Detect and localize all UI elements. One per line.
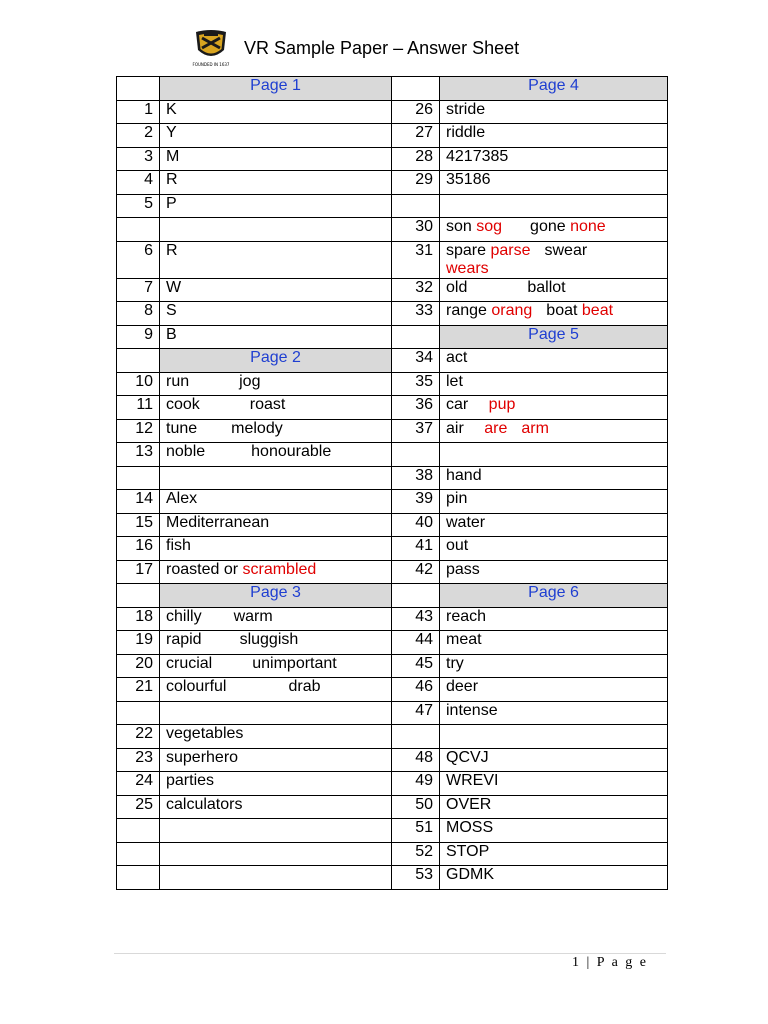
question-number: 40 [392, 513, 440, 537]
answer-text: act [446, 349, 468, 366]
question-number: 29 [392, 171, 440, 195]
table-row [117, 537, 668, 561]
question-number: 28 [392, 147, 440, 171]
answer-cell [160, 654, 392, 678]
answer-text: GDMK [446, 866, 494, 883]
question-number: 31 [392, 241, 440, 278]
question-number: 48 [392, 748, 440, 772]
table-row [117, 678, 668, 702]
question-number [392, 443, 440, 467]
question-number: 53 [392, 866, 440, 890]
table-row [117, 77, 668, 101]
table-row [117, 772, 668, 796]
answer-text: vegetables [166, 725, 244, 742]
question-number: 3 [117, 147, 160, 171]
table-row [117, 654, 668, 678]
answer-highlight: sog [476, 218, 503, 235]
question-number: 49 [392, 772, 440, 796]
table-row [117, 171, 668, 195]
question-number: 7 [117, 278, 160, 302]
answer-cell [160, 701, 392, 725]
answer-cell [160, 302, 392, 326]
answer-text: meat [446, 631, 482, 648]
answer-cell [160, 372, 392, 396]
question-number: 8 [117, 302, 160, 326]
answer-text: out [446, 537, 469, 554]
question-number [117, 819, 160, 843]
page-heading: Page 1 [160, 77, 392, 101]
answer-text: 35186 [446, 171, 491, 188]
question-number: 33 [392, 302, 440, 326]
question-number [117, 866, 160, 890]
question-number: 18 [117, 607, 160, 631]
answer-text: S [166, 302, 177, 319]
answer-text: drab [288, 678, 321, 695]
question-number: 43 [392, 607, 440, 631]
question-number: 32 [392, 278, 440, 302]
answer-cell [160, 560, 392, 584]
table-row [117, 819, 668, 843]
answer-highlight: pup [488, 396, 516, 413]
answer-cell [160, 396, 392, 420]
table-row [117, 124, 668, 148]
answer-cell [440, 100, 668, 124]
answer-text: car [446, 396, 473, 413]
answer-text: QCVJ [446, 748, 489, 766]
answer-cell [440, 678, 668, 702]
answer-text: try [446, 654, 464, 672]
answer-highlight: none [570, 218, 606, 235]
answer-highlight: wears [446, 259, 489, 277]
page-heading: Page 2 [160, 349, 392, 373]
answer-cell [160, 678, 392, 702]
question-number: 52 [392, 842, 440, 866]
question-number: 51 [392, 819, 440, 843]
table-row [117, 866, 668, 890]
answer-text: sluggish [239, 631, 299, 648]
answer-cell [160, 466, 392, 490]
answer-text: R [166, 241, 178, 259]
answer-cell [160, 278, 392, 302]
answer-cell [440, 772, 668, 796]
question-number: 15 [117, 513, 160, 537]
answer-text: pass [446, 560, 480, 578]
answer-text: Y [166, 124, 177, 141]
answer-cell [440, 560, 668, 584]
question-number: 16 [117, 537, 160, 561]
answer-text: old [446, 278, 468, 296]
answer-highlight: parse [490, 241, 531, 259]
answer-text: K [166, 100, 177, 118]
answer-cell [160, 607, 392, 631]
answer-cell [160, 147, 392, 171]
answer-cell [440, 654, 668, 678]
answer-text: hand [446, 466, 482, 484]
answer-cell [160, 218, 392, 242]
answer-text: MOSS [446, 819, 494, 836]
answer-cell [440, 631, 668, 655]
answer-text: colourful [166, 678, 227, 695]
answer-text: calculators [166, 795, 243, 813]
question-number: 2 [117, 124, 160, 148]
answer-text: Alex [166, 490, 198, 507]
answer-cell [160, 171, 392, 195]
question-number: 20 [117, 654, 160, 678]
answer-cell [160, 631, 392, 655]
table-row [117, 100, 668, 124]
table-row [117, 584, 668, 608]
answer-cell [440, 537, 668, 561]
answer-text: ballot [527, 278, 566, 296]
answer-text: gone [530, 218, 571, 235]
question-number: 34 [392, 349, 440, 373]
answer-text: riddle [446, 124, 486, 141]
question-number: 50 [392, 795, 440, 819]
answer-text: superhero [166, 748, 239, 766]
answer-text: air [446, 419, 469, 437]
answer-cell [440, 241, 668, 278]
answer-text: WREVI [446, 772, 499, 789]
answer-text: spare [446, 241, 491, 259]
question-number [117, 584, 160, 608]
answer-text: water [446, 513, 486, 531]
answer-cell [440, 466, 668, 490]
answer-cell [160, 795, 392, 819]
answer-cell [440, 218, 668, 242]
answer-text: noble [166, 443, 206, 460]
answer-text: OVER [446, 795, 492, 813]
question-number: 39 [392, 490, 440, 514]
question-number: 5 [117, 194, 160, 218]
table-row [117, 372, 668, 396]
answer-cell [160, 866, 392, 890]
question-number: 35 [392, 372, 440, 396]
crest-motto: FOUNDED IN 1637 [192, 62, 230, 67]
question-number [117, 701, 160, 725]
answer-cell [440, 443, 668, 467]
answer-cell [440, 302, 668, 326]
question-number: 9 [117, 325, 160, 349]
answer-cell [440, 513, 668, 537]
table-row [117, 795, 668, 819]
page-title: VR Sample Paper – Answer Sheet [244, 37, 520, 58]
answer-text: roast [249, 396, 286, 413]
footer-divider [114, 953, 666, 954]
answer-highlight: beat [581, 302, 614, 319]
answer-cell [440, 607, 668, 631]
answer-text: son [446, 218, 477, 235]
question-number: 44 [392, 631, 440, 655]
table-row [117, 325, 668, 349]
table-row [117, 302, 668, 326]
answer-text: STOP [446, 842, 490, 860]
answer-cell [440, 819, 668, 843]
answer-text: P [166, 194, 177, 212]
answer-text: crucial [166, 654, 213, 672]
question-number: 38 [392, 466, 440, 490]
answer-cell [440, 866, 668, 890]
answer-text: Mediterranean [166, 513, 270, 531]
answer-cell [160, 194, 392, 218]
answer-text: B [166, 325, 177, 343]
answer-cell [440, 795, 668, 819]
question-number [117, 218, 160, 242]
answer-cell [440, 194, 668, 218]
question-number: 14 [117, 490, 160, 514]
table-row [117, 466, 668, 490]
answer-text: unimportant [252, 654, 337, 672]
answer-cell [160, 325, 392, 349]
table-row [117, 443, 668, 467]
answer-cell [160, 124, 392, 148]
question-number: 42 [392, 560, 440, 584]
answer-cell [440, 842, 668, 866]
answer-text: chilly [166, 607, 202, 625]
answer-cell [160, 725, 392, 749]
answer-cell [160, 748, 392, 772]
answer-text: honourable [251, 443, 332, 460]
question-number: 4 [117, 171, 160, 195]
answer-text: pin [446, 490, 468, 507]
page-number: 1 | P a g e [572, 955, 648, 970]
page-heading: Page 5 [440, 325, 668, 349]
answer-cell [160, 490, 392, 514]
answer-highlight: arm [521, 419, 549, 437]
table-row [117, 631, 668, 655]
answer-cell [440, 372, 668, 396]
question-number [117, 77, 160, 101]
answer-text: swear [544, 241, 588, 259]
table-row [117, 701, 668, 725]
table-row [117, 560, 668, 584]
table-row [117, 748, 668, 772]
question-number: 36 [392, 396, 440, 420]
answer-cell [440, 396, 668, 420]
question-number: 23 [117, 748, 160, 772]
answer-text: cook [166, 396, 200, 413]
answer-cell [160, 842, 392, 866]
question-number [392, 584, 440, 608]
answer-text: let [446, 372, 463, 390]
page-heading: Page 6 [440, 584, 668, 608]
table-row [117, 490, 668, 514]
answer-cell [160, 513, 392, 537]
answer-text: tune [166, 419, 198, 437]
answer-cell [440, 419, 668, 443]
answer-text: boat [546, 302, 582, 319]
question-number: 22 [117, 725, 160, 749]
answer-text: intense [446, 701, 498, 719]
answer-text: melody [231, 419, 283, 437]
question-number: 21 [117, 678, 160, 702]
table-row [117, 278, 668, 302]
answer-cell [160, 772, 392, 796]
question-number: 12 [117, 419, 160, 443]
question-number [392, 725, 440, 749]
answer-cell [160, 100, 392, 124]
question-number: 37 [392, 419, 440, 443]
answer-text: 4217385 [446, 147, 509, 165]
question-number: 25 [117, 795, 160, 819]
question-number: 41 [392, 537, 440, 561]
question-number: 45 [392, 654, 440, 678]
question-number: 1 [117, 100, 160, 124]
question-number [117, 466, 160, 490]
answer-text: rapid [166, 631, 202, 648]
question-number: 10 [117, 372, 160, 396]
answer-text: reach [446, 607, 487, 625]
answer-text: fish [166, 537, 191, 554]
answer-text: deer [446, 678, 479, 695]
table-row [117, 419, 668, 443]
answer-text: run [166, 372, 190, 390]
answer-text: W [166, 278, 182, 296]
question-number: 24 [117, 772, 160, 796]
answer-cell [160, 443, 392, 467]
question-number: 46 [392, 678, 440, 702]
question-number [392, 77, 440, 101]
question-number: 11 [117, 396, 160, 420]
question-number [117, 842, 160, 866]
question-number: 13 [117, 443, 160, 467]
table-row [117, 194, 668, 218]
answer-cell [440, 171, 668, 195]
table-row [117, 607, 668, 631]
answer-cell [160, 819, 392, 843]
question-number: 17 [117, 560, 160, 584]
answer-text: parties [166, 772, 215, 789]
table-row [117, 241, 668, 278]
answer-highlight: scrambled [242, 560, 317, 578]
answer-cell [440, 725, 668, 749]
question-number: 26 [392, 100, 440, 124]
question-number: 27 [392, 124, 440, 148]
answer-cell [440, 349, 668, 373]
answer-text: range [446, 302, 492, 319]
page-heading: Page 4 [440, 77, 668, 101]
table-row [117, 725, 668, 749]
answer-cell [440, 701, 668, 725]
answer-cell [160, 537, 392, 561]
answer-highlight: are [484, 419, 508, 437]
question-number: 6 [117, 241, 160, 278]
answer-cell [440, 490, 668, 514]
page-heading: Page 3 [160, 584, 392, 608]
answer-table [116, 76, 668, 890]
page-header [190, 28, 519, 68]
answer-text: M [166, 147, 180, 165]
answer-cell [160, 419, 392, 443]
answer-highlight: orang [491, 302, 533, 319]
answer-cell [440, 124, 668, 148]
question-number [392, 325, 440, 349]
question-number: 47 [392, 701, 440, 725]
answer-text: warm [233, 607, 273, 625]
question-number [392, 194, 440, 218]
answer-text: stride [446, 100, 486, 118]
table-row [117, 349, 668, 373]
answer-cell [440, 147, 668, 171]
table-row [117, 842, 668, 866]
answer-cell [160, 241, 392, 278]
answer-text: roasted or [166, 560, 243, 578]
answer-text: jog [239, 372, 261, 390]
answer-text: R [166, 171, 178, 188]
answer-cell [440, 748, 668, 772]
table-row [117, 218, 668, 242]
answer-cell [440, 278, 668, 302]
school-crest-icon [190, 28, 232, 68]
table-row [117, 513, 668, 537]
table-row [117, 396, 668, 420]
table-row [117, 147, 668, 171]
question-number: 19 [117, 631, 160, 655]
question-number: 30 [392, 218, 440, 242]
question-number [117, 349, 160, 373]
